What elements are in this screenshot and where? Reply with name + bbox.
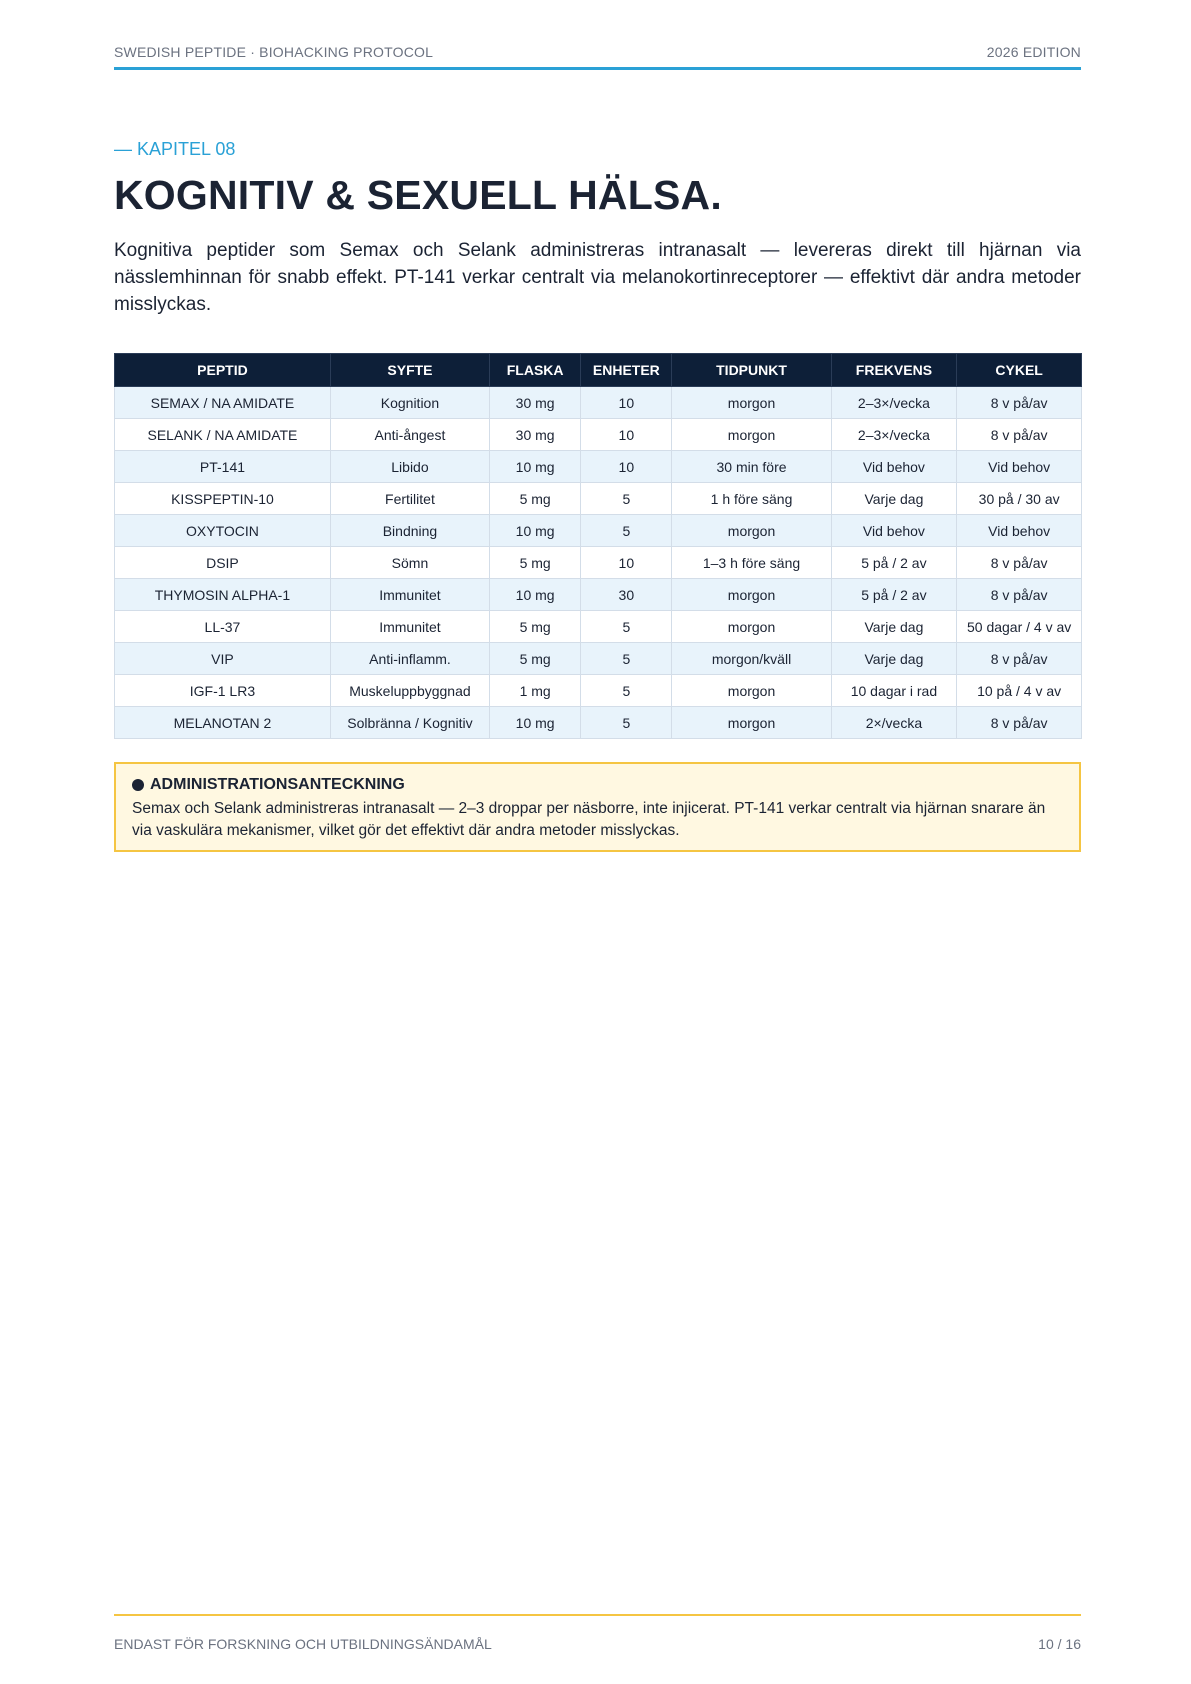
cell-units: 10 [581,547,672,579]
cell-purpose: Kognition [330,387,489,419]
note-text: Semax och Selank administreras intranasalt — 2–3 droppar per näsborre, inte injicerat. PT-141 verkar centralt via hjärnan snarare än via vaskulära mekanismer, vilket gör det effektivt där andra metoder misslyckas. [132,800,1046,839]
table-row [115,675,1082,707]
cell-units: 10 [581,419,672,451]
cell-peptide: MELANOTAN 2 [115,707,331,739]
cell-vial: 30 mg [490,419,581,451]
cell-purpose: Solbränna / Kognitiv [330,707,489,739]
cell-vial: 10 mg [490,707,581,739]
table-row [115,547,1082,579]
cell-peptide: IGF-1 LR3 [115,675,331,707]
table-row [115,451,1082,483]
chapter-title: KOGNITIV & SEXUELL HÄLSA. [114,172,722,218]
cell-peptide: THYMOSIN ALPHA-1 [115,579,331,611]
table-row [115,579,1082,611]
cell-peptide: SELANK / NA AMIDATE [115,419,331,451]
cell-vial: 5 mg [490,547,581,579]
cell-timing: 1 h före säng [672,483,831,515]
table-row [115,707,1082,739]
dosing-table [114,353,1082,739]
cell-frequency: Vid behov [831,451,957,483]
cell-units: 5 [581,483,672,515]
cell-timing: morgon/kväll [672,643,831,675]
cell-vial: 10 mg [490,451,581,483]
cell-cycle: 10 på / 4 v av [957,675,1082,707]
cell-cycle: 8 v på/av [957,419,1082,451]
cell-vial: 10 mg [490,515,581,547]
header-publication: SWEDISH PEPTIDE · BIOHACKING PROTOCOL [114,44,434,60]
table-row [115,483,1082,515]
cell-frequency: Varje dag [831,483,957,515]
cell-timing: morgon [672,515,831,547]
cell-units: 5 [581,643,672,675]
cell-peptide: OXYTOCIN [115,515,331,547]
cell-peptide: VIP [115,643,331,675]
cell-vial: 30 mg [490,387,581,419]
cell-peptide: DSIP [115,547,331,579]
cell-peptide: LL-37 [115,611,331,643]
note-title: ADMINISTRATIONSANTECKNING [150,776,405,793]
cell-frequency: 5 på / 2 av [831,579,957,611]
cell-cycle: 8 v på/av [957,707,1082,739]
header-edition: 2026 EDITION [986,44,1081,60]
cell-vial: 5 mg [490,611,581,643]
cell-timing: morgon [672,611,831,643]
cell-cycle: 8 v på/av [957,643,1082,675]
cell-frequency: 5 på / 2 av [831,547,957,579]
cell-peptide: KISSPEPTIN-10 [115,483,331,515]
column-header-vial: FLASKA [490,354,581,387]
table-row [115,611,1082,643]
cell-purpose: Immunitet [330,611,489,643]
column-header-frequency: FREKVENS [831,354,957,387]
note-heading [132,776,1063,794]
table-row [115,515,1082,547]
cell-frequency: Vid behov [831,515,957,547]
cell-purpose: Sömn [330,547,489,579]
page-number: 10 / 16 [1038,1636,1081,1652]
bullet-icon [132,779,144,791]
administration-note [114,762,1081,852]
cell-timing: morgon [672,387,831,419]
cell-units: 5 [581,707,672,739]
cell-timing: morgon [672,707,831,739]
footer-disclaimer: ENDAST FÖR FORSKNING OCH UTBILDNINGSÄNDAMÅL [114,1636,492,1652]
table-row [115,419,1082,451]
cell-peptide: PT-141 [115,451,331,483]
column-header-peptide: PEPTID [115,354,331,387]
page-footer [114,1636,1081,1652]
table-header-row [115,354,1082,387]
cell-frequency: 2–3×/vecka [831,419,957,451]
cell-purpose: Anti-ångest [330,419,489,451]
cell-units: 5 [581,515,672,547]
cell-purpose: Fertilitet [330,483,489,515]
header-divider [114,67,1081,70]
cell-frequency: Varje dag [831,643,957,675]
cell-purpose: Anti-inflamm. [330,643,489,675]
column-header-purpose: SYFTE [330,354,489,387]
column-header-cycle: CYKEL [957,354,1082,387]
cell-cycle: 50 dagar / 4 v av [957,611,1082,643]
cell-units: 5 [581,675,672,707]
cell-timing: morgon [672,675,831,707]
cell-purpose: Bindning [330,515,489,547]
cell-purpose: Muskeluppbyggnad [330,675,489,707]
cell-vial: 1 mg [490,675,581,707]
cell-cycle: 8 v på/av [957,547,1082,579]
cell-cycle: 8 v på/av [957,579,1082,611]
chapter-kicker: — KAPITEL 08 [114,139,236,159]
cell-units: 5 [581,611,672,643]
cell-frequency: 2–3×/vecka [831,387,957,419]
cell-purpose: Libido [330,451,489,483]
column-header-timing: TIDPUNKT [672,354,831,387]
cell-vial: 5 mg [490,483,581,515]
cell-timing: morgon [672,579,831,611]
cell-frequency: 2×/vecka [831,707,957,739]
cell-vial: 5 mg [490,643,581,675]
cell-peptide: SEMAX / NA AMIDATE [115,387,331,419]
cell-cycle: Vid behov [957,515,1082,547]
cell-cycle: Vid behov [957,451,1082,483]
cell-vial: 10 mg [490,579,581,611]
footer-divider [114,1614,1081,1616]
cell-timing: morgon [672,419,831,451]
cell-timing: 1–3 h före säng [672,547,831,579]
cell-cycle: 30 på / 30 av [957,483,1082,515]
table-body [115,387,1082,739]
cell-timing: 30 min före [672,451,831,483]
table-row [115,643,1082,675]
cell-units: 10 [581,387,672,419]
cell-frequency: Varje dag [831,611,957,643]
page-header [114,44,1081,60]
cell-purpose: Immunitet [330,579,489,611]
table-row [115,387,1082,419]
chapter-intro: Kognitiva peptider som Semax och Selank administreras intranasalt — levereras direkt till hjärnan via nässlemhinnan för snabb effekt. PT-141 verkar centralt via melanokortinreceptorer — effektivt där andra metoder misslyckas. [114,240,1081,315]
cell-units: 10 [581,451,672,483]
column-header-units: ENHETER [581,354,672,387]
cell-cycle: 8 v på/av [957,387,1082,419]
cell-frequency: 10 dagar i rad [831,675,957,707]
cell-units: 30 [581,579,672,611]
